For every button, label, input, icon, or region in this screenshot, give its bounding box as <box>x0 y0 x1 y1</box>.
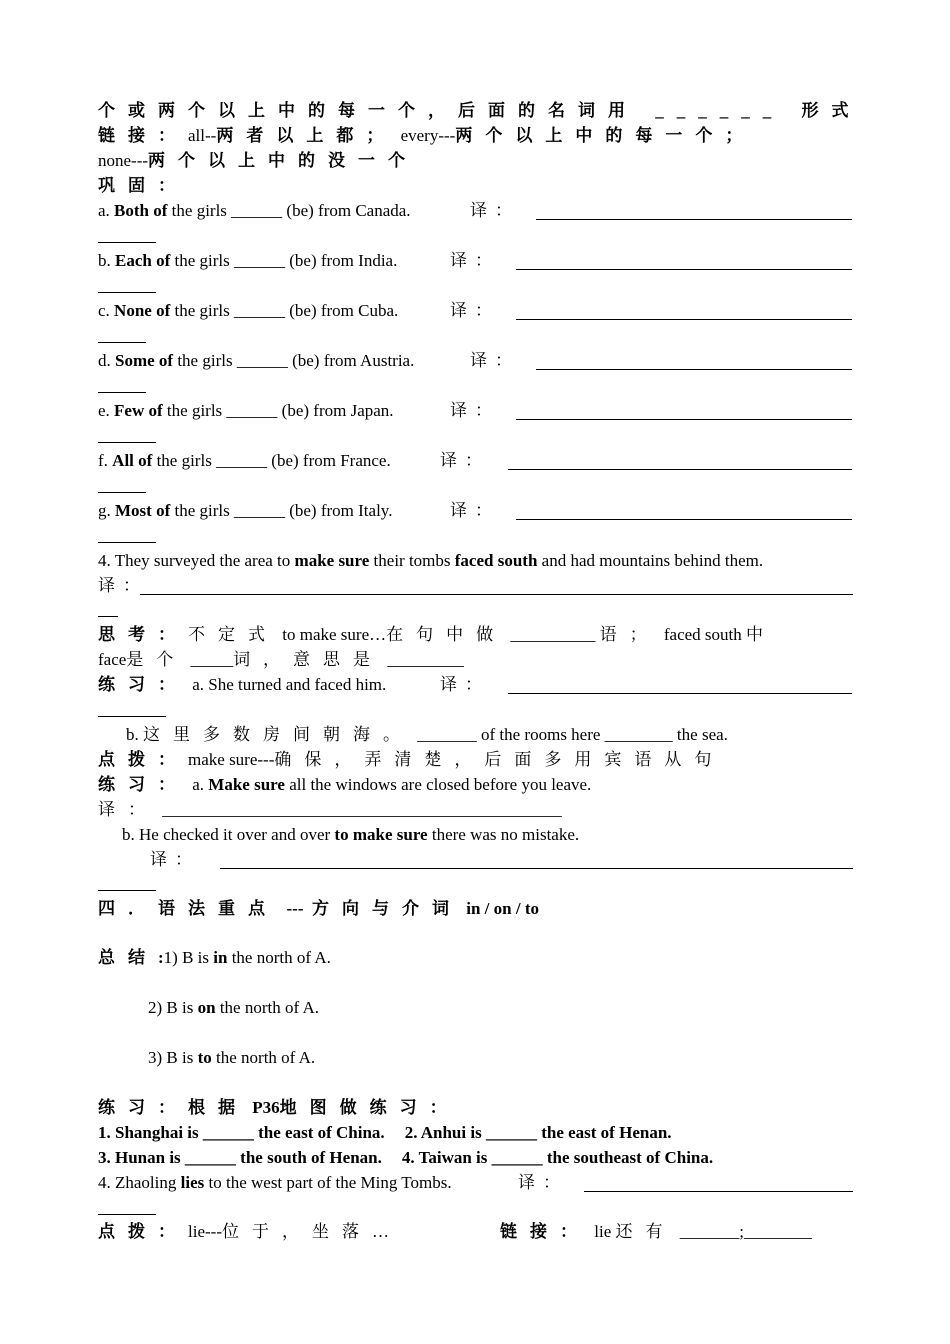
summary-label: 总结 <box>98 948 158 967</box>
exercise-keyword: Most of <box>115 501 171 520</box>
think-blank[interactable]: _________ <box>383 650 464 669</box>
translation-blank-continued[interactable] <box>98 242 156 243</box>
think-line-2 <box>98 648 853 672</box>
summary-keyword: on <box>197 998 216 1017</box>
tip-1 <box>98 748 853 772</box>
translate-label: 译： <box>450 251 500 270</box>
summary-text: 2) B is <box>148 998 198 1017</box>
translate-label: 译： <box>450 301 500 320</box>
none-term: none--- <box>98 151 149 170</box>
translate-label: 译： <box>518 1173 568 1192</box>
translate-label: 译： <box>150 850 200 869</box>
exercise-prefix: d. <box>98 351 115 370</box>
summary-1 <box>98 946 853 970</box>
translation-blank[interactable] <box>516 319 852 320</box>
think-blank[interactable]: __________ <box>506 625 600 644</box>
practice-3-title: 练习：根据 <box>98 1098 248 1117</box>
item-4-part: their tombs <box>369 551 455 570</box>
tip-2 <box>98 1220 853 1244</box>
item-4-part: 4. They surveyed the area to <box>98 551 295 570</box>
exercise-keyword: Few of <box>114 401 163 420</box>
intro-line-3 <box>98 149 853 173</box>
practice-3-row-1 <box>98 1121 853 1145</box>
item-4-keyword: faced south <box>454 551 538 570</box>
think-blank[interactable]: _____ <box>186 650 234 669</box>
practice-sentence: a. She turned and faced him. <box>188 675 387 694</box>
practice-text: _______ of the rooms here ________ the sea. <box>413 725 728 744</box>
exercise-keyword: All of <box>112 451 153 470</box>
intro-line-2 <box>98 124 853 148</box>
summary-text: 3) B is <box>148 1048 198 1067</box>
item-4-sentence <box>98 549 853 573</box>
exercise-prefix: e. <box>98 401 115 420</box>
every-meaning: 两个以上中的每一个； <box>455 126 756 145</box>
item-4-keyword: make sure <box>294 551 370 570</box>
translation-blank[interactable] <box>220 868 853 869</box>
exercise-keyword: Each of <box>115 251 171 270</box>
tip-text: lie <box>590 1222 616 1241</box>
exercise-sentence: the girls ______ (be) from Italy. <box>170 501 393 520</box>
tip-text: lie--- <box>188 1222 222 1241</box>
translation-blank[interactable] <box>516 269 852 270</box>
practice-3-heading <box>98 1096 853 1120</box>
translate-label: 译： <box>470 201 520 220</box>
think-text: 是个 <box>126 650 187 669</box>
exercise-keyword: None of <box>114 301 171 320</box>
practice-3-title: P36 <box>248 1098 280 1117</box>
practice-question: 3. Hunan is ______ the south of Henan. <box>98 1148 382 1167</box>
translation-blank-continued[interactable] <box>98 542 156 543</box>
summary-keyword: in <box>213 948 228 967</box>
translation-blank-continued[interactable] <box>98 890 156 891</box>
grammar-title: in / on / to <box>461 899 539 918</box>
translation-blank-continued[interactable] <box>98 292 156 293</box>
tip-label: 点拨： <box>98 750 188 769</box>
intro-line-1 <box>98 99 862 123</box>
think-label: 思考： <box>98 625 188 644</box>
every-term: every--- <box>396 126 456 145</box>
think-text: 不定式 <box>188 625 278 644</box>
exercise-c <box>98 299 853 323</box>
exercise-prefix: g. <box>98 501 115 520</box>
translation-blank[interactable] <box>508 469 852 470</box>
summary-3 <box>148 1046 903 1070</box>
exercise-prefix: c. <box>98 301 115 320</box>
grammar-title: --- <box>278 899 312 918</box>
practice-1-line <box>98 673 853 697</box>
translation-blank[interactable] <box>516 419 852 420</box>
intro-line-1-text: 个或两个以上中的每一个，后面的名词用 ______ 形式 <box>98 101 862 120</box>
exercise-sentence: the girls ______ (be) from Austria. <box>173 351 415 370</box>
translate-label: 译： <box>440 451 490 470</box>
translation-blank-continued[interactable] <box>98 442 156 443</box>
translation-blank[interactable] <box>508 693 852 694</box>
grammar-title: 方向与介词 <box>311 899 462 918</box>
think-text: 语； <box>599 625 660 644</box>
practice-keyword: to make sure <box>334 825 428 844</box>
summary-text: the north of A. <box>211 1048 316 1067</box>
item-4-part: and had mountains behind them. <box>537 551 764 570</box>
practice-question: 1. Shanghai is ______ the east of China. <box>98 1123 385 1142</box>
translation-blank[interactable] <box>516 519 852 520</box>
practice-keyword: lies <box>180 1173 205 1192</box>
practice-text: 4. Zhaoling <box>98 1173 181 1192</box>
summary-text: the north of A. <box>215 998 319 1017</box>
none-meaning: 两个以上中的没一个 <box>148 151 419 170</box>
link-label: 链接： <box>500 1222 590 1241</box>
exercise-sentence: the girls ______ (be) from Canada. <box>167 201 411 220</box>
practice-2-a <box>98 773 853 797</box>
summary-colon: : <box>158 948 164 967</box>
translate-label: 译： <box>98 800 158 819</box>
tip-blank[interactable]: _______;________ <box>675 1222 812 1241</box>
translation-blank-continued[interactable] <box>98 492 146 493</box>
practice-text: b. He checked it over and over <box>122 825 335 844</box>
exercise-b <box>98 249 853 273</box>
think-text: to make sure… <box>278 625 387 644</box>
practice-text: to the west part of the Ming Tombs. <box>204 1173 452 1192</box>
practice-text: b. <box>126 725 143 744</box>
tip-2-link <box>500 1220 812 1244</box>
exercise-keyword: Some of <box>115 351 174 370</box>
translate-label: 译： <box>450 401 500 420</box>
tip-label: 点拨： <box>98 1222 188 1241</box>
think-text: 在句中做 <box>386 625 507 644</box>
think-text: face <box>98 650 127 669</box>
practice-question: 2. Anhui is ______ the east of Henan. <box>404 1123 672 1142</box>
tip-text: 还有 <box>615 1222 676 1241</box>
translate-label: 译： <box>450 501 500 520</box>
practice-question: 4. Taiwan is ______ the southeast of China. <box>401 1148 714 1167</box>
practice-2-b-translation <box>98 848 853 872</box>
translate-label: 译： <box>470 351 520 370</box>
grammar-title: 四．语法重点 <box>98 899 278 918</box>
practice-text: all the windows are closed before you leave. <box>284 775 592 794</box>
translation-blank[interactable] <box>140 594 853 595</box>
exercise-f <box>98 449 853 473</box>
exercise-keyword: Both of <box>114 201 168 220</box>
practice-text: there was no mistake. <box>427 825 580 844</box>
practice-label: 练习： <box>98 675 188 694</box>
practice-3-title: 地图做练习： <box>279 1098 460 1117</box>
summary-text: 1) B is <box>163 948 214 967</box>
translation-blank-continued[interactable] <box>98 716 166 717</box>
exercise-sentence: the girls ______ (be) from Cuba. <box>170 301 399 320</box>
translate-label: 译： <box>98 576 148 595</box>
all-meaning: 两者以上都； <box>216 126 397 145</box>
exercise-g <box>98 499 853 523</box>
practice-3-row-3 <box>98 1171 853 1195</box>
summary-text: the north of A. <box>227 948 331 967</box>
consolidate-label: 巩固： <box>98 176 188 195</box>
all-term: all-- <box>188 126 217 145</box>
translation-blank[interactable] <box>584 1191 853 1192</box>
practice-3-row-2 <box>98 1146 853 1170</box>
practice-1-b <box>126 723 881 747</box>
item-4-translation <box>98 574 853 598</box>
tip-text: 确保，弄清楚，后面多用宾语从句 <box>274 750 725 769</box>
exercise-sentence: the girls ______ (be) from Japan. <box>162 401 394 420</box>
exercise-sentence: the girls ______ (be) from France. <box>152 451 391 470</box>
summary-keyword: to <box>197 1048 212 1067</box>
translation-blank-continued[interactable] <box>98 342 146 343</box>
think-line-1 <box>98 623 853 647</box>
translate-label: 译： <box>440 675 490 694</box>
exercise-prefix: b. <box>98 251 115 270</box>
translation-blank-continued[interactable] <box>98 392 146 393</box>
practice-2-b <box>122 823 877 847</box>
practice-label: 练习： <box>98 775 188 794</box>
translation-blank-continued[interactable] <box>98 616 118 617</box>
translation-blank[interactable]: _______________________________________________ <box>158 800 562 819</box>
translation-blank-continued[interactable] <box>98 1214 156 1215</box>
practice-text: a. <box>188 775 209 794</box>
think-text: 中 <box>746 625 763 644</box>
practice-text: 这里多数房间朝海。 <box>143 725 413 744</box>
tip-text: make sure--- <box>188 750 275 769</box>
exercise-a <box>98 199 853 223</box>
exercise-prefix: f. <box>98 451 113 470</box>
translation-blank[interactable] <box>536 369 852 370</box>
practice-2-a-translation <box>98 798 853 822</box>
think-text: 词，意思是 <box>233 650 384 669</box>
practice-keyword: Make sure <box>208 775 285 794</box>
exercise-prefix: a. <box>98 201 115 220</box>
exercise-sentence: the girls ______ (be) from India. <box>170 251 398 270</box>
exercise-d <box>98 349 853 373</box>
summary-2 <box>148 996 903 1020</box>
tip-text: 位于，坐落… <box>221 1222 402 1241</box>
consolidate-heading <box>98 174 853 198</box>
grammar-heading <box>98 897 853 921</box>
link-label: 链接： <box>98 126 188 145</box>
translation-blank[interactable] <box>536 219 852 220</box>
exercise-e <box>98 399 853 423</box>
think-text: faced south <box>659 625 746 644</box>
